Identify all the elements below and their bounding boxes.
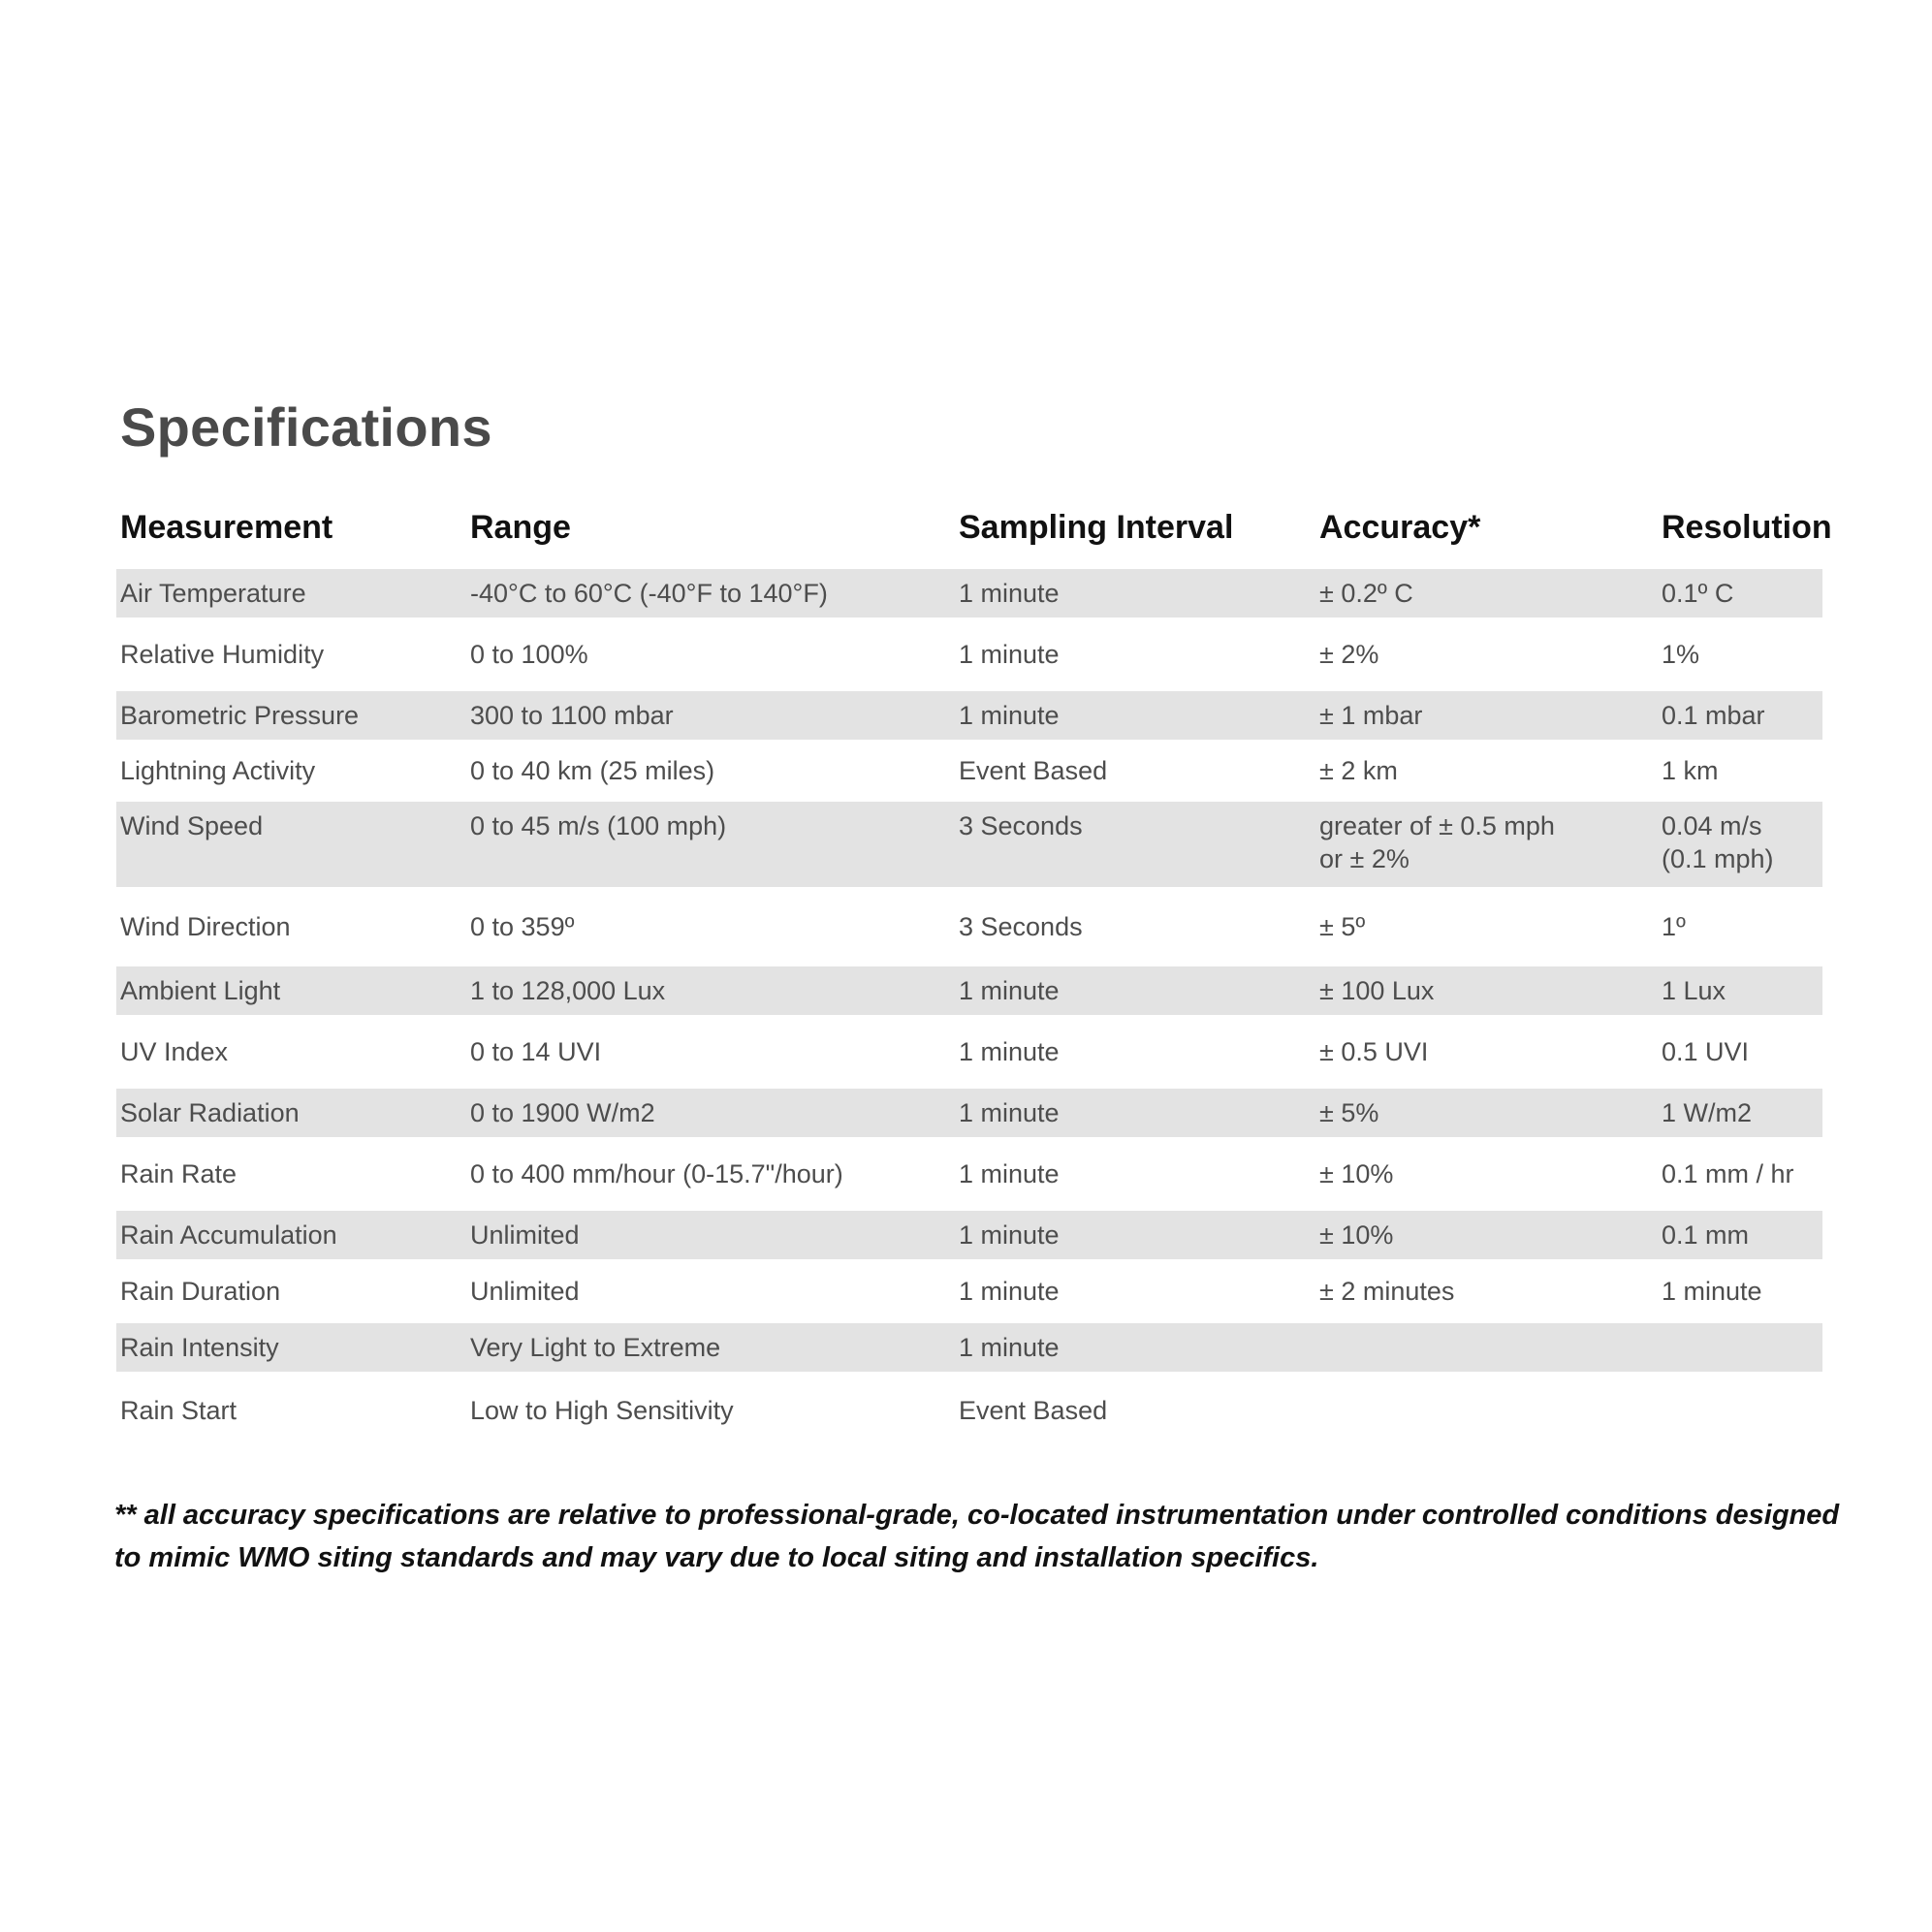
table-row xyxy=(116,1372,1822,1449)
table-row xyxy=(116,618,1822,691)
cell-measurement: Relative Humidity xyxy=(120,640,325,669)
cell-accuracy: ± 2 km xyxy=(1319,756,1398,785)
cell-resolution: 1% xyxy=(1662,640,1700,669)
cell-sampling-interval: 1 minute xyxy=(959,1037,1060,1066)
cell-resolution: 1 Lux xyxy=(1662,976,1726,1005)
cell-resolution: 0.1 mbar xyxy=(1662,701,1765,730)
cell-resolution: 0.1 mm / hr xyxy=(1662,1159,1794,1188)
cell-accuracy: ± 0.5 UVI xyxy=(1319,1037,1429,1066)
cell-range: 0 to 400 mm/hour (0-15.7"/hour) xyxy=(470,1159,843,1188)
cell-range: Unlimited xyxy=(470,1277,580,1306)
cell-range: 0 to 14 UVI xyxy=(470,1037,602,1066)
cell-measurement: Barometric Pressure xyxy=(120,701,360,730)
cell-sampling-interval: 1 minute xyxy=(959,701,1060,730)
cell-resolution: 0.1 UVI xyxy=(1662,1037,1750,1066)
table-row xyxy=(116,1015,1822,1089)
cell-sampling-interval: Event Based xyxy=(959,756,1108,785)
header-measurement: Measurement xyxy=(120,508,333,546)
cell-range: 1 to 128,000 Lux xyxy=(470,976,666,1005)
cell-accuracy: ± 100 Lux xyxy=(1319,976,1435,1005)
cell-sampling-interval: 1 minute xyxy=(959,1220,1060,1250)
header-accuracy: Accuracy* xyxy=(1319,508,1481,546)
cell-sampling-interval: 3 Seconds xyxy=(959,912,1083,941)
cell-accuracy: ± 10% xyxy=(1319,1220,1394,1250)
cell-measurement: Wind Speed xyxy=(120,811,264,840)
cell-accuracy: ± 2% xyxy=(1319,640,1379,669)
cell-accuracy: greater of ± 0.5 mph or ± 2% xyxy=(1319,811,1555,873)
cell-measurement: Solar Radiation xyxy=(120,1098,300,1127)
cell-range: 0 to 1900 W/m2 xyxy=(470,1098,655,1127)
cell-measurement: Rain Start xyxy=(120,1396,238,1425)
cell-range: Low to High Sensitivity xyxy=(470,1396,734,1425)
table-header-row xyxy=(116,488,1832,567)
cell-resolution: 1º xyxy=(1662,912,1686,941)
cell-resolution: 1 km xyxy=(1662,756,1719,785)
cell-accuracy: ± 5º xyxy=(1319,912,1366,941)
header-resolution: Resolution xyxy=(1662,508,1832,546)
cell-sampling-interval: 1 minute xyxy=(959,1098,1060,1127)
cell-sampling-interval: 1 minute xyxy=(959,976,1060,1005)
cell-sampling-interval: 1 minute xyxy=(959,640,1060,669)
cell-sampling-interval: 1 minute xyxy=(959,1333,1060,1362)
cell-sampling-interval: 1 minute xyxy=(959,1277,1060,1306)
accuracy-footnote: ** all accuracy specifications are relative to professional-grade, co-located instrumentation under controlled conditions designed to mimic WMO siting standards and may vary due to local siting and installation specifics. xyxy=(114,1500,1840,1573)
table-row xyxy=(116,1211,1822,1259)
cell-resolution: 0.04 m/s (0.1 mph) xyxy=(1662,811,1774,873)
table-row xyxy=(116,887,1822,966)
cell-measurement: Air Temperature xyxy=(120,579,306,608)
cell-measurement: Rain Duration xyxy=(120,1277,281,1306)
header-sampling-interval: Sampling Interval xyxy=(959,508,1234,546)
cell-accuracy: ± 1 mbar xyxy=(1319,701,1423,730)
cell-resolution: 1 W/m2 xyxy=(1662,1098,1753,1127)
cell-accuracy: ± 0.2º C xyxy=(1319,579,1413,608)
table-row xyxy=(116,966,1822,1015)
cell-sampling-interval: 1 minute xyxy=(959,1159,1060,1188)
cell-measurement: Rain Intensity xyxy=(120,1333,279,1362)
cell-measurement: Rain Accumulation xyxy=(120,1220,337,1250)
cell-range: 0 to 40 km (25 miles) xyxy=(470,756,715,785)
header-range: Range xyxy=(470,508,571,546)
table-row xyxy=(116,1323,1822,1372)
cell-sampling-interval: Event Based xyxy=(959,1396,1108,1425)
table-row xyxy=(116,569,1822,618)
cell-range: 0 to 359º xyxy=(470,912,575,941)
table-row xyxy=(116,691,1822,740)
cell-sampling-interval: 1 minute xyxy=(959,579,1060,608)
cell-range: Unlimited xyxy=(470,1220,580,1250)
cell-accuracy: ± 5% xyxy=(1319,1098,1379,1127)
cell-measurement: UV Index xyxy=(120,1037,229,1066)
cell-accuracy: ± 2 minutes xyxy=(1319,1277,1455,1306)
table-row xyxy=(116,1259,1822,1323)
cell-range: 0 to 45 m/s (100 mph) xyxy=(470,811,727,840)
page-title: Specifications xyxy=(120,396,492,458)
table-row xyxy=(116,740,1822,802)
cell-range: 300 to 1100 mbar xyxy=(470,701,674,730)
cell-measurement: Wind Direction xyxy=(120,912,291,941)
cell-range: 0 to 100% xyxy=(470,640,588,669)
table-body xyxy=(116,569,1822,1449)
cell-range: -40°C to 60°C (-40°F to 140°F) xyxy=(470,579,828,608)
table-row xyxy=(116,1089,1822,1137)
cell-resolution: 1 minute xyxy=(1662,1277,1762,1306)
table-row xyxy=(116,1137,1822,1211)
cell-range: Very Light to Extreme xyxy=(470,1333,721,1362)
cell-accuracy: ± 10% xyxy=(1319,1159,1394,1188)
cell-measurement: Lightning Activity xyxy=(120,756,316,785)
cell-sampling-interval: 3 Seconds xyxy=(959,811,1083,840)
cell-measurement: Rain Rate xyxy=(120,1159,238,1188)
cell-resolution: 0.1º C xyxy=(1662,579,1734,608)
cell-resolution: 0.1 mm xyxy=(1662,1220,1750,1250)
specifications-table xyxy=(116,488,1832,1449)
table-row xyxy=(116,802,1822,887)
cell-measurement: Ambient Light xyxy=(120,976,281,1005)
